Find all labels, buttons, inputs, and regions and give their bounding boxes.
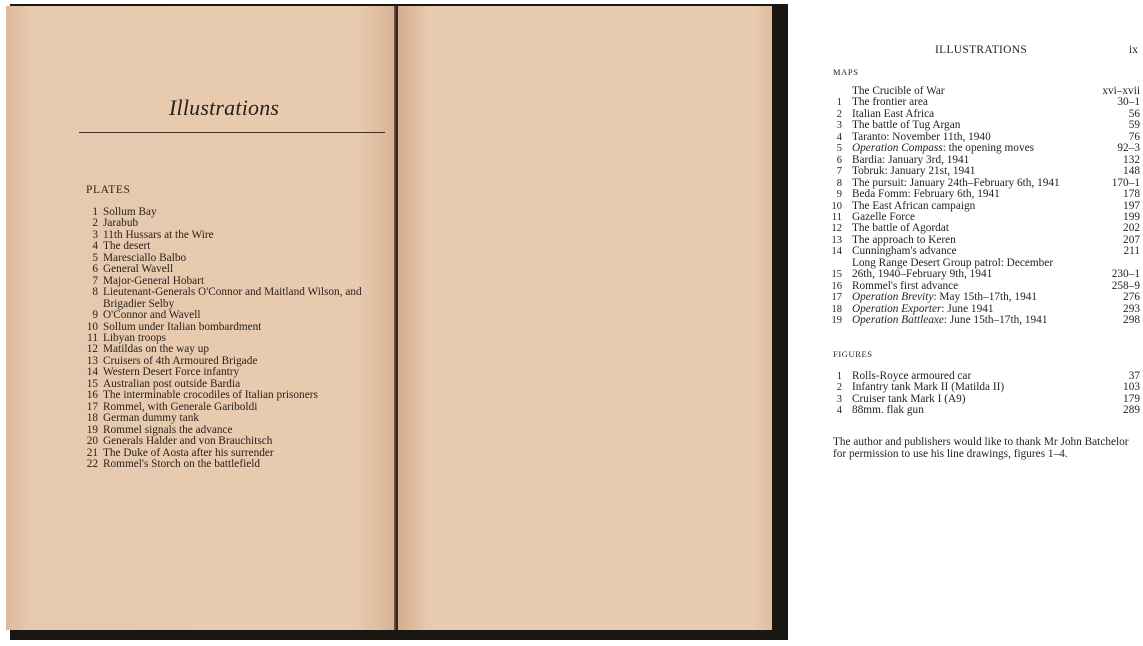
acknowledgement: The author and publishers would like to thank Mr John Batchelor for permission to use his line drawings, figures 1–4.: [833, 436, 1129, 460]
map-title-text: The battle of Agordat: [852, 222, 949, 235]
plate-number: 16: [86, 389, 98, 402]
map-number: 12: [831, 223, 842, 235]
plate-caption: Major-General Hobart: [103, 274, 205, 287]
plate-number: 4: [92, 240, 98, 253]
plate-item: [84, 459, 384, 470]
plate-number: 12: [86, 343, 98, 356]
figure-caption: Cruiser tank Mark I (A9): [852, 392, 966, 405]
map-page: 211: [1123, 245, 1140, 258]
map-number: 4: [836, 131, 842, 143]
map-title-suffix: : June 1941: [941, 302, 994, 315]
map-operation-name: Operation Compass: [852, 142, 943, 155]
map-page: 258–9: [1111, 279, 1140, 292]
plate-number: 10: [86, 320, 98, 333]
map-page: 178: [1123, 188, 1140, 201]
map-title: [852, 258, 1074, 281]
map-number: 2: [836, 108, 842, 120]
plate-number: 17: [86, 400, 98, 413]
map-number: 14: [831, 246, 842, 258]
plate-caption: Rommel, with Generale Gariboldi: [103, 400, 258, 413]
map-number: 17: [831, 292, 842, 304]
figures-list: [826, 371, 1140, 417]
plate-number: 22: [86, 457, 98, 470]
map-title-text: The East African campaign: [852, 199, 976, 212]
map-page: 276: [1123, 291, 1140, 304]
plate-caption: Matildas on the way up: [103, 343, 210, 356]
plate-caption: Lieutenant-Generals O'Connor and Maitland Wilson, and Brigadier Selby: [103, 286, 362, 310]
figure-number: 4: [836, 405, 842, 417]
plate-caption: Rommel's Storch on the battlefield: [103, 457, 261, 470]
map-number: 15: [831, 269, 842, 281]
map-number: 8: [836, 177, 842, 189]
plate-number: 18: [86, 412, 98, 425]
map-title-text: The Crucible of War: [852, 85, 945, 97]
map-number: 10: [831, 200, 842, 212]
plate-caption: The interminable crocodiles of Italian prisoners: [103, 389, 318, 402]
plate-caption: Sollum Bay: [103, 206, 157, 218]
plate-caption: German dummy tank: [103, 412, 200, 425]
map-number: 16: [831, 280, 842, 292]
map-title-text: The battle of Tug Argan: [852, 119, 961, 132]
map-title-text: The pursuit: January 24th–February 6th, 1941: [852, 176, 1060, 189]
map-page: 298: [1123, 314, 1140, 327]
map-title-text: Italian East Africa: [852, 107, 935, 120]
plate-item: [84, 436, 384, 447]
plate-number: 5: [92, 251, 98, 264]
page-title: Illustrations: [169, 95, 280, 120]
map-title-text: Bardia: January 3rd, 1941: [852, 153, 970, 166]
map-title-text: The frontier area: [852, 96, 928, 109]
plate-caption: O'Connor and Wavell: [103, 309, 201, 322]
plate-number: 1: [92, 206, 98, 218]
plates-list: [84, 207, 384, 470]
figure-page: 289: [1123, 404, 1140, 417]
figure-number: 3: [836, 393, 842, 405]
map-title-text: Beda Fomm: February 6th, 1941: [852, 188, 1000, 201]
map-title-text: Cunningham's advance: [852, 245, 957, 258]
map-title-suffix: : June 15th–17th, 1941: [943, 314, 1048, 327]
plate-caption: Libyan troops: [103, 331, 167, 344]
plate-caption: Sollum under Italian bombardment: [103, 320, 262, 333]
map-title-text: The approach to Keren: [852, 233, 956, 246]
plate-number: 20: [86, 435, 98, 448]
map-title-text: Rommel's first advance: [852, 279, 959, 292]
map-title-text: Taranto: November 11th, 1940: [852, 130, 991, 143]
map-page: 30–1: [1117, 96, 1140, 109]
plate-caption: Rommel signals the advance: [103, 423, 233, 436]
map-number: 5: [836, 143, 842, 155]
map-operation-name: Operation Exporter: [852, 302, 942, 315]
map-page: 56: [1128, 107, 1140, 120]
plate-number: 21: [86, 446, 98, 459]
plate-caption: The desert: [103, 240, 151, 253]
plate-number: 7: [92, 274, 98, 287]
figure-page: 179: [1123, 392, 1140, 405]
map-title-suffix: : the opening moves: [942, 142, 1035, 155]
map-page: 132: [1123, 153, 1140, 166]
plate-caption: Western Desert Force infantry: [103, 366, 240, 379]
plate-caption: The Duke of Aosta after his surrender: [103, 446, 274, 459]
map-item: [826, 258, 1140, 281]
map-page: 293: [1123, 302, 1140, 315]
map-page: xvi–xvii: [1102, 85, 1140, 97]
plate-caption: Jarabub: [103, 217, 139, 230]
map-operation-name: Operation Battleaxe: [852, 314, 944, 327]
figures-heading: FIGURES: [833, 349, 873, 359]
map-page: 230–1: [1111, 268, 1140, 281]
map-number: 19: [831, 315, 842, 327]
map-page: 92–3: [1117, 142, 1140, 155]
plate-number: 6: [92, 263, 98, 276]
plate-item: [84, 287, 384, 310]
figure-caption: 88mm. flak gun: [852, 404, 924, 417]
map-number: 9: [836, 189, 842, 201]
plate-number: 11: [87, 331, 98, 344]
plate-item: [84, 264, 384, 275]
figure-page: 37: [1128, 370, 1140, 382]
plate-caption: 11th Hussars at the Wire: [103, 228, 214, 241]
map-number: 6: [836, 154, 842, 166]
plate-number: 9: [92, 309, 98, 322]
map-page: 207: [1123, 233, 1140, 246]
plate-number: 8: [92, 286, 98, 299]
map-page: 59: [1128, 119, 1140, 132]
map-page: 170–1: [1111, 176, 1140, 189]
map-title-text: Long Range Desert Group patrol: December 26th, 1940–February 9th, 1941: [852, 256, 1054, 281]
right-page: [398, 6, 1140, 630]
plate-item: [84, 390, 384, 401]
figure-item: [826, 405, 1140, 416]
plate-number: 2: [92, 217, 98, 230]
map-title-text: Gazelle Force: [852, 210, 916, 223]
plate-number: 13: [86, 354, 98, 367]
plate-caption: Generals Halder and von Brauchitsch: [103, 435, 273, 448]
plates-heading: PLATES: [86, 184, 131, 196]
map-page: 199: [1123, 210, 1140, 223]
map-page: 148: [1123, 165, 1140, 178]
plate-item: [84, 310, 384, 321]
plate-caption: General Wavell: [103, 263, 174, 276]
plate-caption: Australian post outside Bardia: [103, 377, 241, 390]
figure-page: 103: [1123, 381, 1140, 394]
map-page: 76: [1128, 130, 1140, 143]
maps-heading: MAPS: [833, 67, 859, 77]
map-number: 1: [836, 97, 842, 109]
figure-number: 2: [836, 382, 842, 394]
map-page: 197: [1123, 199, 1140, 212]
map-item: [826, 315, 1140, 326]
plate-number: 14: [86, 366, 98, 379]
plate-number: 19: [86, 423, 98, 436]
figure-number: 1: [836, 371, 842, 382]
plate-item: [84, 413, 384, 424]
map-page: 202: [1123, 222, 1140, 235]
map-number: 11: [831, 211, 842, 223]
left-page: [6, 6, 396, 630]
figure-caption: Rolls-Royce armoured car: [852, 370, 972, 382]
map-title-text: Tobruk: January 21st, 1941: [852, 165, 976, 178]
maps-list: [826, 86, 1140, 327]
figure-caption: Infantry tank Mark II (Matilda II): [852, 381, 1005, 394]
plate-caption: Maresciallo Balbo: [103, 251, 187, 264]
map-number: 3: [836, 120, 842, 132]
plate-caption: Cruisers of 4th Armoured Brigade: [103, 354, 258, 367]
running-head: ILLUSTRATIONS: [935, 44, 1028, 56]
page-number: ix: [1129, 44, 1138, 56]
map-title-suffix: : May 15th–17th, 1941: [933, 291, 1038, 304]
title-rule: [79, 132, 385, 133]
map-number: 18: [831, 303, 842, 315]
plate-number: 15: [86, 377, 98, 390]
map-number: 13: [831, 234, 842, 246]
map-title: [852, 315, 1074, 326]
map-operation-name: Operation Brevity: [852, 291, 934, 304]
plate-number: 3: [92, 228, 98, 241]
map-number: 7: [836, 166, 842, 178]
